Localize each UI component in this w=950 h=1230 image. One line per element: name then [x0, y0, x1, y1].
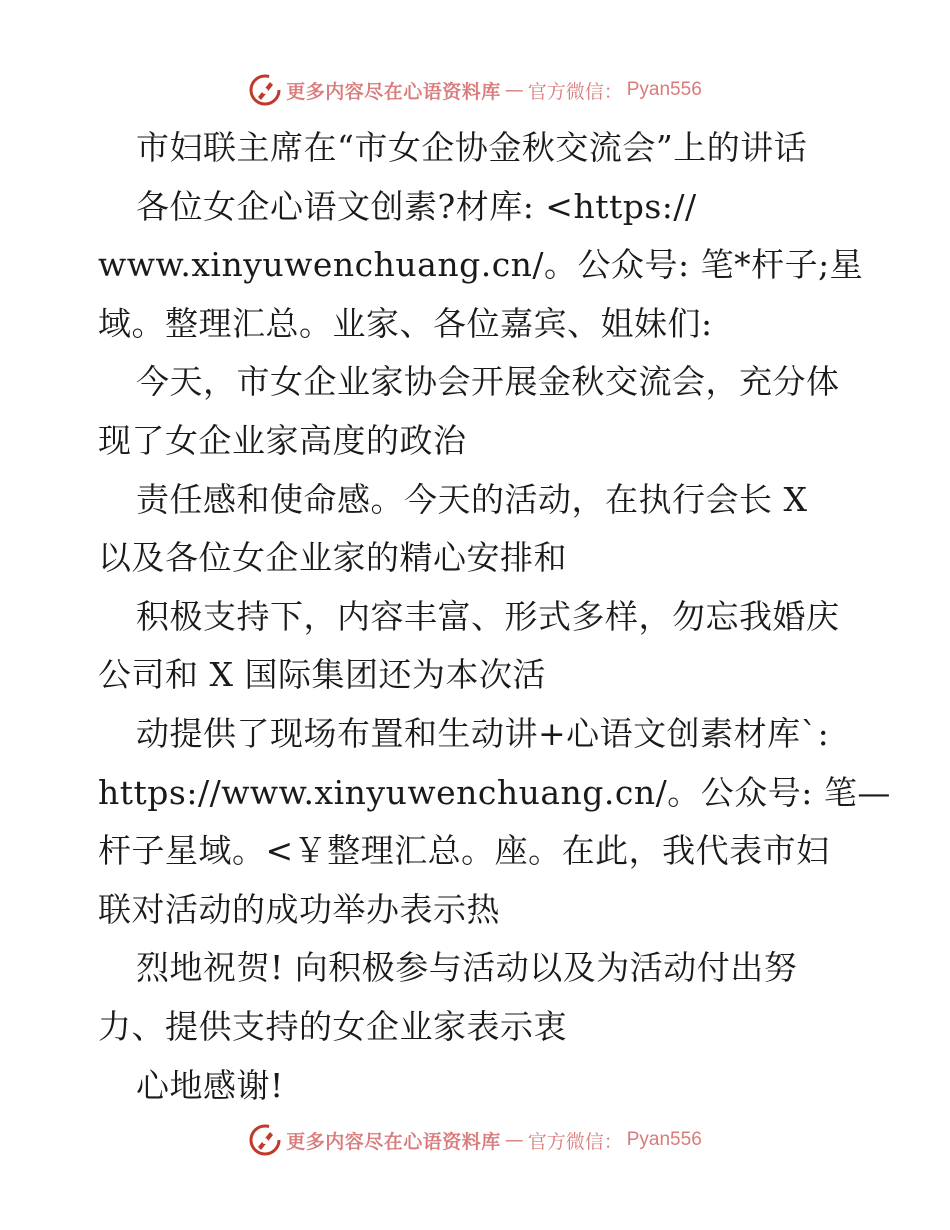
document-title: 市妇联主席在“市女企协金秋交流会”上的讲话 [136, 128, 808, 167]
watermark-group [248, 73, 702, 107]
text-line: 动提供了现场布置和生动讲+心语文创素材库`: [136, 713, 830, 753]
text-line: 联对活动的成功举办表示热 [98, 889, 500, 929]
pen-logo-icon [248, 1123, 282, 1157]
footer-watermark [0, 1120, 950, 1160]
text-line: 烈地祝贺! 向积极参与活动以及为活动付出努 [136, 948, 798, 988]
watermark-label: 官方微信： [527, 1130, 623, 1153]
watermark-label: 官方微信： [527, 80, 623, 103]
text-line: 杆子星域。<￥整理汇总。座。在此，我代表市妇 [98, 831, 830, 871]
watermark-brand-text: 更多内容尽在心语资料库 [286, 80, 501, 103]
watermark-group [248, 1123, 702, 1157]
text-line: www.xinyuwenchuang.cn/。公众号: 笔*杆子;星 [98, 245, 864, 285]
text-line: 今天，市女企业家协会开展金秋交流会，充分体 [136, 362, 840, 402]
watermark-dash: — [504, 1129, 524, 1151]
watermark-dash: — [504, 79, 524, 101]
watermark-brand-text: 更多内容尽在心语资料库 [286, 1130, 501, 1153]
text-line: 现了女企业家高度的政治 [98, 420, 467, 460]
text-line: 域。整理汇总。业家、各位嘉宾、姐妹们: [98, 303, 713, 343]
text-line: 积极支持下，内容丰富、形式多样，勿忘我婚庆 [136, 596, 840, 636]
text-line: 力、提供支持的女企业家表示衷 [98, 1006, 567, 1046]
document-body [98, 119, 891, 1115]
text-line: 各位女企心语文创素?材库: <https:// [136, 186, 697, 226]
header-watermark [0, 70, 950, 110]
text-line: 责任感和使命感。今天的活动，在执行会长 X [136, 479, 808, 519]
text-line: https://www.xinyuwenchuang.cn/。公众号: 笔— [98, 772, 891, 812]
pen-logo-icon [248, 73, 282, 107]
text-line: 公司和 X 国际集团还为本次活 [98, 655, 546, 695]
watermark-wechat-id: Pyan556 [626, 1129, 702, 1150]
text-line: 心地感谢! [136, 1065, 284, 1105]
watermark-wechat-id: Pyan556 [626, 79, 702, 100]
text-line: 以及各位女企业家的精心安排和 [98, 538, 567, 578]
